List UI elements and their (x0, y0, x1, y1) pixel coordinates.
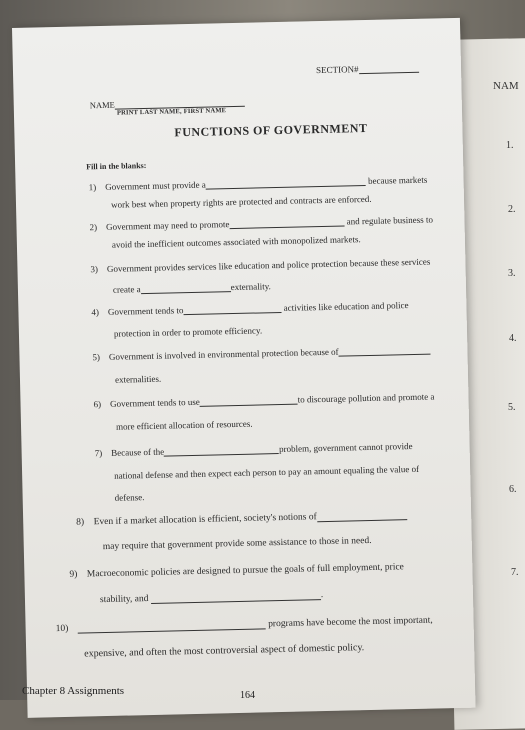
question-7: 7) Because of the problem, government cannot provide (94, 441, 413, 459)
right-page-numbers (478, 0, 518, 700)
right-number: 4. (509, 333, 517, 344)
question-6-cont: more efficient allocation of resources. (115, 418, 253, 432)
question-9-cont: stability, and . (99, 590, 324, 606)
question-4: 4) Government tends to activities like education and police (91, 300, 409, 318)
worksheet-page (12, 18, 476, 718)
question-8: 8) Even if a market allocation is efficient, society's notions of (76, 510, 407, 527)
page-title: FUNCTIONS OF GOVERNMENT (174, 120, 368, 140)
question-10-cont: expensive, and often the most controversial aspect of domestic policy. (84, 642, 365, 660)
question-7-cont2: defense. (114, 492, 145, 503)
question-6: 6) Government tends to use to discourage pollution and promote a (93, 391, 435, 410)
question-10: 10) programs have become the most important, (55, 615, 433, 635)
footer-chapter: Chapter 8 Assignments (22, 685, 125, 697)
question-9: 9) Macroeconomic policies are designed to pursue the goals of full employment, price (69, 562, 404, 580)
question-3: 3) Government provides services like education and police protection because these services (90, 256, 431, 275)
question-5-cont: externalities. (114, 373, 162, 385)
instructions: Fill in the blanks: (86, 160, 147, 172)
question-2: 2) Government may need to promote and regulate business to (89, 214, 434, 233)
question-2-cont: avoid the inefficient outcomes associated with monopolized markets. (111, 234, 361, 250)
name-label: NAME (90, 97, 245, 111)
footer-page-number: 164 (240, 690, 255, 701)
right-number: 3. (508, 268, 516, 279)
question-1: 1) Government must provide a because markets (88, 174, 428, 193)
section-label: SECTION# (316, 63, 419, 75)
right-page-name-label: NAM (493, 80, 519, 92)
name-sublabel: PRINT LAST NAME, FIRST NAME (116, 107, 227, 117)
right-number: 6. (509, 484, 517, 495)
right-number: 7. (511, 567, 519, 578)
question-7-cont: national defense and then expect each person to pay an amount equaling the value of (114, 463, 420, 481)
right-number: 2. (508, 204, 516, 215)
question-5: 5) Government is involved in environmental protection because of (92, 345, 430, 363)
right-number: 5. (508, 402, 516, 413)
question-1-cont: work best when property rights are protected and contracts are enforced. (110, 193, 372, 210)
question-4-cont: protection in order to promote efficiency. (113, 325, 263, 339)
right-number: 1. (506, 140, 514, 151)
question-3-cont: create a externality. (112, 281, 271, 295)
question-8-cont: may require that government provide some assistance to those in need. (102, 535, 372, 553)
